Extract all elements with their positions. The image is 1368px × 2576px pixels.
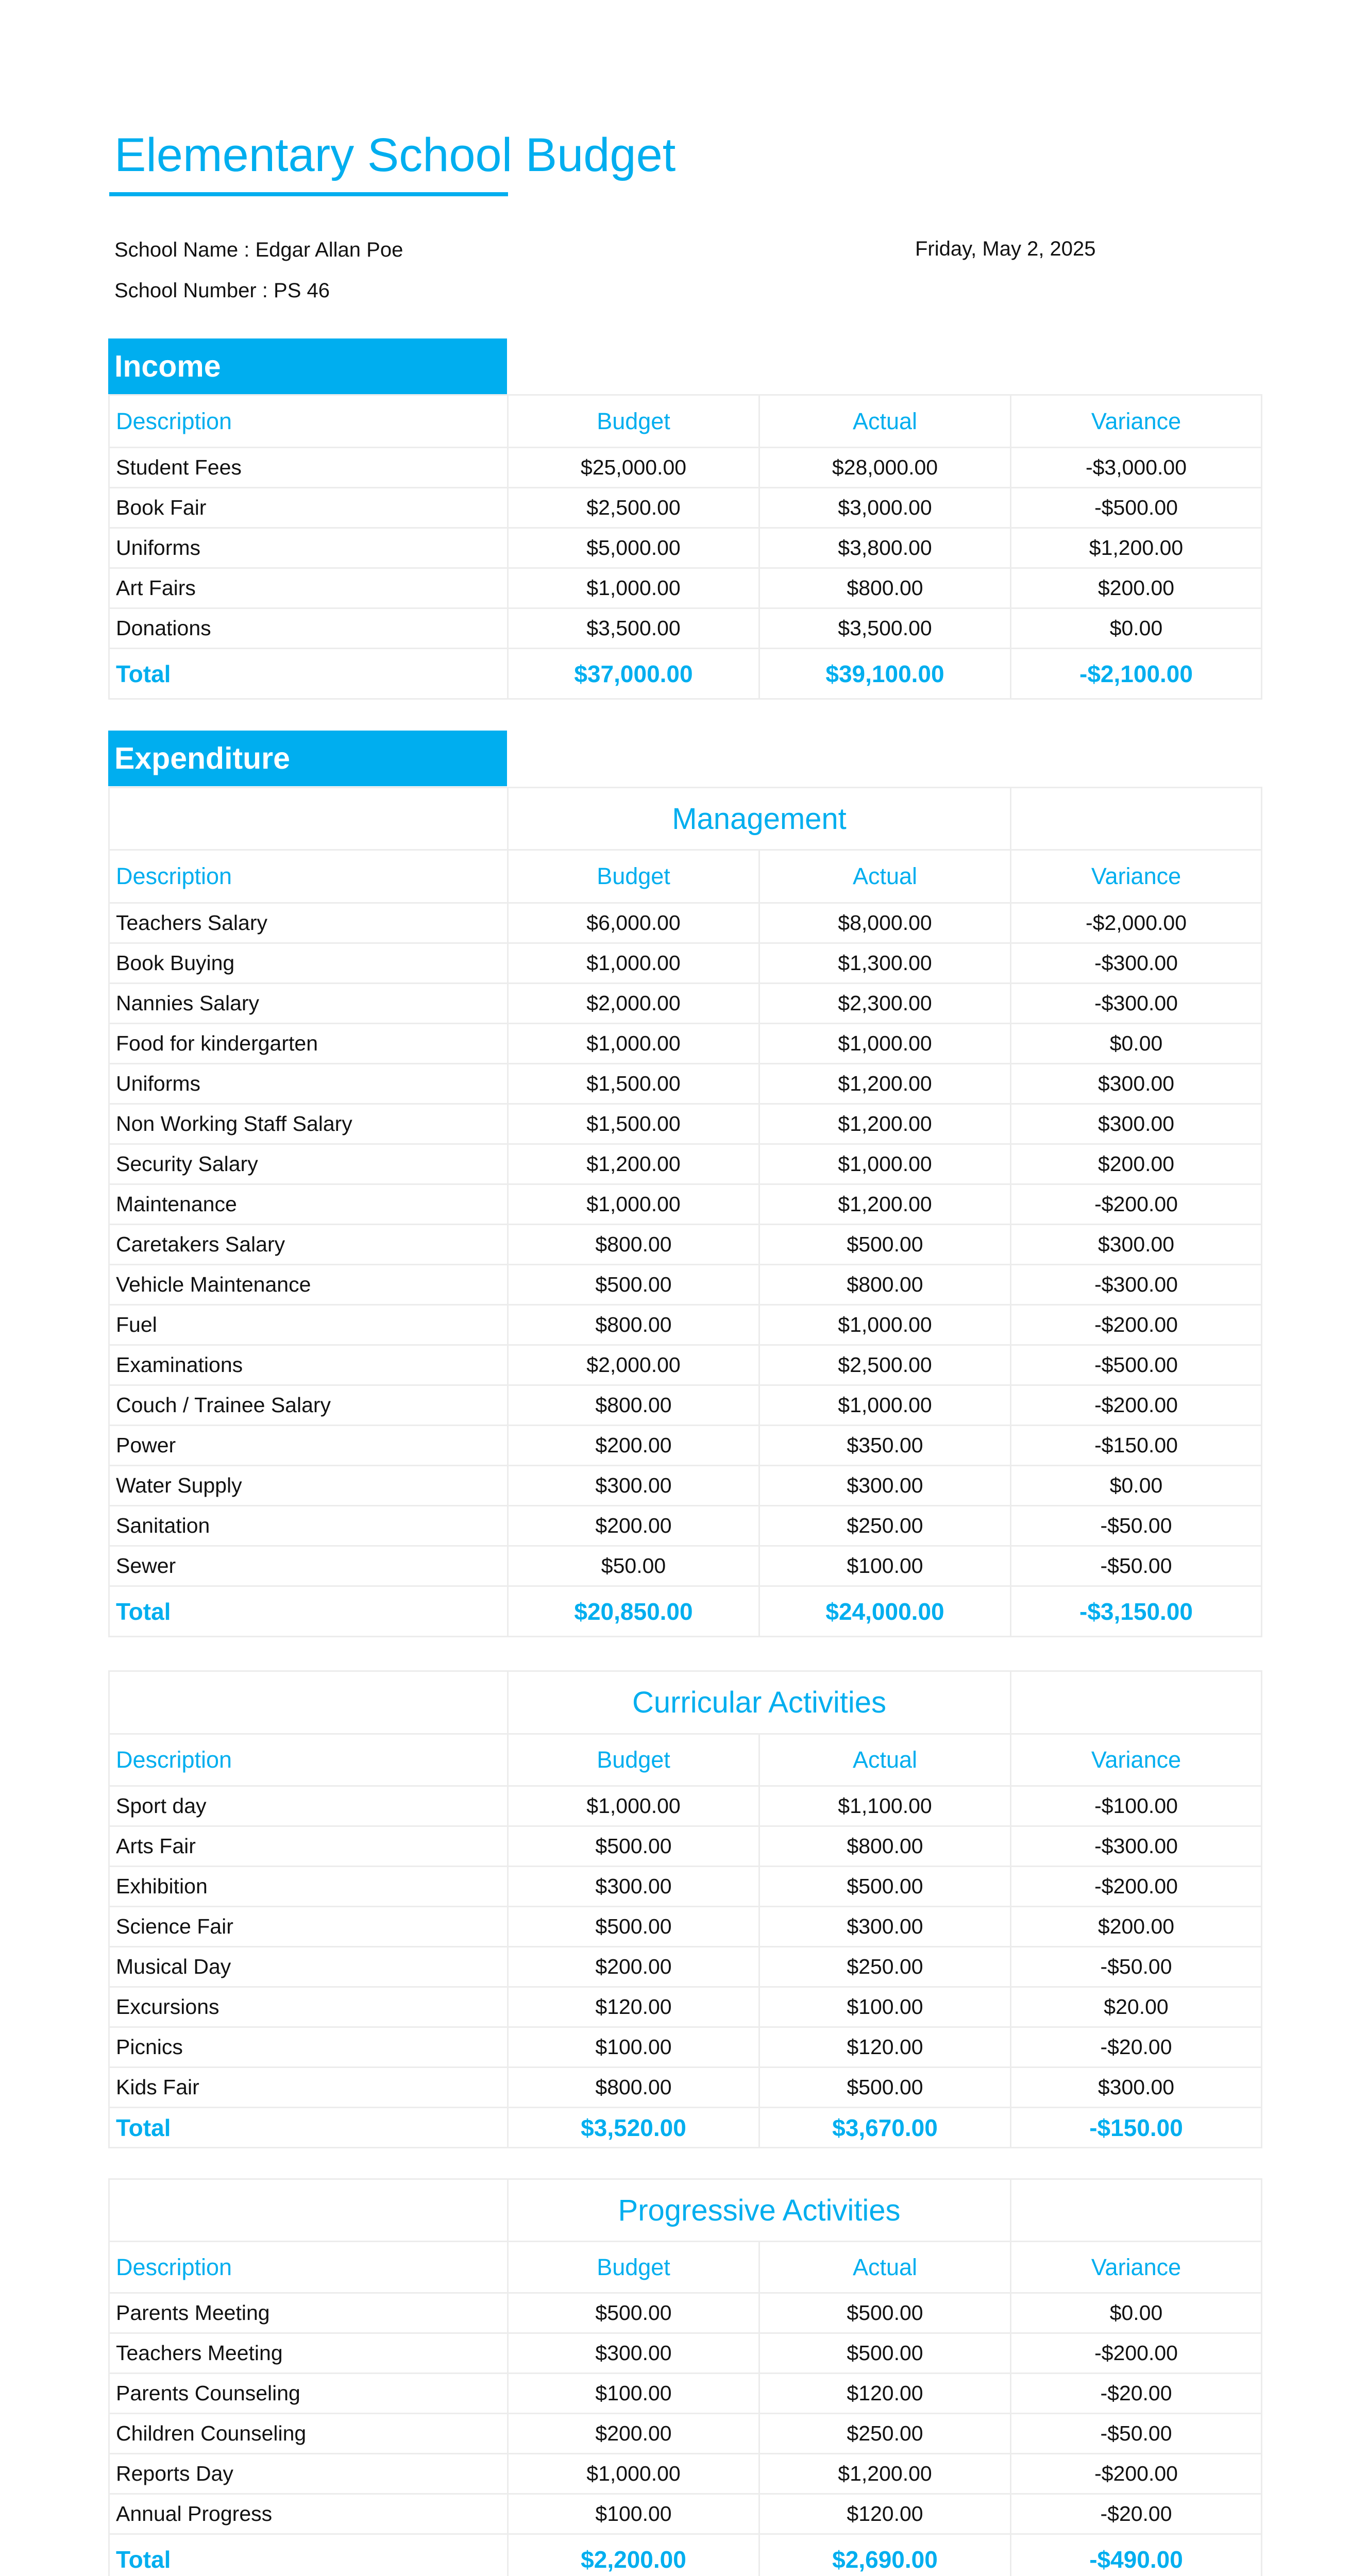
budget-cell: $37,000.00 (508, 649, 759, 699)
variance-cell: -$500.00 (1011, 488, 1262, 528)
budget-cell: $1,500.00 (508, 1064, 759, 1104)
variance-cell: $300.00 (1011, 1104, 1262, 1144)
table-row (109, 568, 1262, 608)
table-row (109, 2374, 1262, 2414)
variance-cell: Variance (1011, 850, 1262, 903)
description-cell: Nannies Salary (109, 984, 508, 1024)
curricular-table (108, 1670, 1262, 2148)
budget-cell: $1,000.00 (508, 2454, 759, 2494)
table-row (109, 1064, 1262, 1104)
description-cell: Water Supply (109, 1466, 508, 1506)
variance-cell: -$300.00 (1011, 1826, 1262, 1867)
section-heading: Progressive Activities (508, 2179, 1011, 2242)
table-row (109, 1144, 1262, 1184)
actual-cell: $1,200.00 (759, 1184, 1011, 1225)
budget-cell: $6,000.00 (508, 903, 759, 943)
variance-cell: $0.00 (1011, 608, 1262, 649)
variance-cell: -$3,150.00 (1011, 1586, 1262, 1637)
description-cell: Science Fair (109, 1907, 508, 1947)
table-row (109, 1305, 1262, 1345)
section-heading-row (109, 788, 1262, 850)
variance-cell: -$3,000.00 (1011, 448, 1262, 488)
blank-cell (1011, 788, 1262, 850)
description-cell: Non Working Staff Salary (109, 1104, 508, 1144)
section-heading: Management (508, 788, 1011, 850)
table-row (109, 984, 1262, 1024)
budget-cell: $1,200.00 (508, 1144, 759, 1184)
budget-cell: $800.00 (508, 1225, 759, 1265)
table-row (109, 2454, 1262, 2494)
variance-cell: $0.00 (1011, 1024, 1262, 1064)
budget-cell: $3,500.00 (508, 608, 759, 649)
actual-cell: $250.00 (759, 2414, 1011, 2454)
variance-cell: Variance (1011, 2242, 1262, 2293)
variance-cell: $0.00 (1011, 1466, 1262, 1506)
actual-cell: $1,200.00 (759, 2454, 1011, 2494)
report-date: Friday, May 2, 2025 (915, 238, 1096, 260)
budget-cell: $2,000.00 (508, 1345, 759, 1385)
total-row (109, 2534, 1262, 2576)
table-row (109, 1786, 1262, 1826)
budget-cell: $2,200.00 (508, 2534, 759, 2576)
actual-cell: $3,800.00 (759, 528, 1011, 568)
variance-cell: $200.00 (1011, 568, 1262, 608)
actual-cell: $250.00 (759, 1506, 1011, 1546)
actual-cell: $800.00 (759, 568, 1011, 608)
variance-cell: -$20.00 (1011, 2027, 1262, 2067)
description-cell: Annual Progress (109, 2494, 508, 2534)
description-cell: Sport day (109, 1786, 508, 1826)
actual-cell: $28,000.00 (759, 448, 1011, 488)
budget-cell: $500.00 (508, 1907, 759, 1947)
variance-cell: -$200.00 (1011, 1184, 1262, 1225)
blank-cell (109, 788, 508, 850)
description-cell: Description (109, 2242, 508, 2293)
description-cell: Art Fairs (109, 568, 508, 608)
variance-cell: -$300.00 (1011, 1265, 1262, 1305)
description-cell: Student Fees (109, 448, 508, 488)
description-cell: Book Fair (109, 488, 508, 528)
school-name: School Name : Edgar Allan Poe (114, 239, 403, 261)
actual-cell: $120.00 (759, 2374, 1011, 2414)
budget-cell: $100.00 (508, 2374, 759, 2414)
actual-cell: $8,000.00 (759, 903, 1011, 943)
variance-cell: -$300.00 (1011, 984, 1262, 1024)
actual-cell: $1,000.00 (759, 1305, 1011, 1345)
description-cell: Vehicle Maintenance (109, 1265, 508, 1305)
variance-cell: -$50.00 (1011, 1546, 1262, 1586)
variance-cell: -$200.00 (1011, 1385, 1262, 1426)
column-header-row (109, 395, 1262, 448)
table-row (109, 2067, 1262, 2108)
description-cell: Parents Counseling (109, 2374, 508, 2414)
school-number: School Number : PS 46 (114, 279, 330, 302)
variance-cell: Variance (1011, 395, 1262, 448)
column-header-row (109, 2242, 1262, 2293)
variance-cell: -$50.00 (1011, 2414, 1262, 2454)
management-table (108, 787, 1262, 1637)
description-cell: Uniforms (109, 528, 508, 568)
variance-cell: -$490.00 (1011, 2534, 1262, 2576)
actual-cell: $24,000.00 (759, 1586, 1011, 1637)
budget-cell: $300.00 (508, 1466, 759, 1506)
table-row (109, 1466, 1262, 1506)
description-cell: Description (109, 1734, 508, 1786)
actual-cell: $500.00 (759, 1225, 1011, 1265)
table-row (109, 448, 1262, 488)
table-row (109, 1104, 1262, 1144)
actual-cell: $3,670.00 (759, 2108, 1011, 2148)
variance-cell: $1,200.00 (1011, 528, 1262, 568)
actual-cell: $3,000.00 (759, 488, 1011, 528)
description-cell: Description (109, 395, 508, 448)
table-row (109, 2333, 1262, 2374)
description-cell: Total (109, 2108, 508, 2148)
description-cell: Total (109, 649, 508, 699)
variance-cell: -$200.00 (1011, 1305, 1262, 1345)
budget-cell: Budget (508, 1734, 759, 1786)
description-cell: Teachers Salary (109, 903, 508, 943)
actual-cell: $500.00 (759, 2067, 1011, 2108)
expenditure-banner: Expenditure (108, 731, 507, 786)
description-cell: Exhibition (109, 1867, 508, 1907)
blank-cell (109, 2179, 508, 2242)
actual-cell: $1,300.00 (759, 943, 1011, 984)
actual-cell: $800.00 (759, 1265, 1011, 1305)
description-cell: Donations (109, 608, 508, 649)
variance-cell: Variance (1011, 1734, 1262, 1786)
actual-cell: $2,690.00 (759, 2534, 1011, 2576)
section-heading: Curricular Activities (508, 1671, 1011, 1734)
table-row (109, 1546, 1262, 1586)
description-cell: Security Salary (109, 1144, 508, 1184)
page-title: Elementary School Budget (114, 129, 676, 181)
budget-cell: $2,500.00 (508, 488, 759, 528)
budget-cell: $1,000.00 (508, 1184, 759, 1225)
budget-cell: $1,000.00 (508, 1024, 759, 1064)
variance-cell: $20.00 (1011, 1987, 1262, 2027)
table-row (109, 1385, 1262, 1426)
variance-cell: -$200.00 (1011, 1867, 1262, 1907)
budget-cell: $200.00 (508, 1426, 759, 1466)
column-header-row (109, 850, 1262, 903)
budget-cell: $1,000.00 (508, 943, 759, 984)
description-cell: Examinations (109, 1345, 508, 1385)
actual-cell: $120.00 (759, 2494, 1011, 2534)
budget-cell: $1,000.00 (508, 1786, 759, 1826)
variance-cell: -$50.00 (1011, 1506, 1262, 1546)
table-row (109, 1947, 1262, 1987)
actual-cell: $1,000.00 (759, 1144, 1011, 1184)
description-cell: Excursions (109, 1987, 508, 2027)
variance-cell: $300.00 (1011, 1064, 1262, 1104)
variance-cell: -$100.00 (1011, 1786, 1262, 1826)
table-row (109, 2414, 1262, 2454)
table-row (109, 903, 1262, 943)
actual-cell: $1,000.00 (759, 1385, 1011, 1426)
variance-cell: $300.00 (1011, 2067, 1262, 2108)
actual-cell: $1,200.00 (759, 1064, 1011, 1104)
description-cell: Fuel (109, 1305, 508, 1345)
actual-cell: $250.00 (759, 1947, 1011, 1987)
budget-cell: $25,000.00 (508, 448, 759, 488)
description-cell: Maintenance (109, 1184, 508, 1225)
description-cell: Kids Fair (109, 2067, 508, 2108)
income-table (108, 394, 1262, 700)
actual-cell: $500.00 (759, 2333, 1011, 2374)
budget-cell: $300.00 (508, 1867, 759, 1907)
budget-cell: Budget (508, 395, 759, 448)
description-cell: Sewer (109, 1546, 508, 1586)
description-cell: Total (109, 2534, 508, 2576)
actual-cell: $100.00 (759, 1987, 1011, 2027)
table-row (109, 1867, 1262, 1907)
actual-cell: $300.00 (759, 1907, 1011, 1947)
description-cell: Children Counseling (109, 2414, 508, 2454)
column-header-row (109, 1734, 1262, 1786)
total-row (109, 649, 1262, 699)
actual-cell: $2,300.00 (759, 984, 1011, 1024)
budget-cell: $300.00 (508, 2333, 759, 2374)
table-row (109, 1345, 1262, 1385)
table-row (109, 1426, 1262, 1466)
budget-cell: $800.00 (508, 2067, 759, 2108)
section-heading-row (109, 2179, 1262, 2242)
variance-cell: -$150.00 (1011, 1426, 1262, 1466)
progressive-table (108, 2178, 1262, 2576)
title-underline (109, 192, 508, 196)
description-cell: Arts Fair (109, 1826, 508, 1867)
description-cell: Reports Day (109, 2454, 508, 2494)
variance-cell: -$200.00 (1011, 2454, 1262, 2494)
budget-cell: $800.00 (508, 1385, 759, 1426)
budget-cell: $2,000.00 (508, 984, 759, 1024)
budget-cell: $120.00 (508, 1987, 759, 2027)
table-row (109, 1506, 1262, 1546)
actual-cell: $2,500.00 (759, 1345, 1011, 1385)
description-cell: Picnics (109, 2027, 508, 2067)
actual-cell: $1,200.00 (759, 1104, 1011, 1144)
description-cell: Musical Day (109, 1947, 508, 1987)
variance-cell: -$150.00 (1011, 2108, 1262, 2148)
budget-cell: $100.00 (508, 2027, 759, 2067)
actual-cell: Actual (759, 395, 1011, 448)
actual-cell: $350.00 (759, 1426, 1011, 1466)
table-row (109, 1987, 1262, 2027)
variance-cell: -$500.00 (1011, 1345, 1262, 1385)
description-cell: Sanitation (109, 1506, 508, 1546)
description-cell: Book Buying (109, 943, 508, 984)
actual-cell: Actual (759, 1734, 1011, 1786)
description-cell: Teachers Meeting (109, 2333, 508, 2374)
budget-cell: $500.00 (508, 1265, 759, 1305)
blank-cell (1011, 1671, 1262, 1734)
table-row (109, 2494, 1262, 2534)
table-row (109, 1826, 1262, 1867)
table-row (109, 1024, 1262, 1064)
budget-cell: $5,000.00 (508, 528, 759, 568)
budget-cell: $200.00 (508, 1947, 759, 1987)
variance-cell: -$20.00 (1011, 2494, 1262, 2534)
table-row (109, 2027, 1262, 2067)
budget-cell: $50.00 (508, 1546, 759, 1586)
budget-cell: $1,500.00 (508, 1104, 759, 1144)
blank-cell (1011, 2179, 1262, 2242)
table-row (109, 1184, 1262, 1225)
variance-cell: $200.00 (1011, 1144, 1262, 1184)
description-cell: Food for kindergarten (109, 1024, 508, 1064)
actual-cell: $500.00 (759, 1867, 1011, 1907)
actual-cell: $300.00 (759, 1466, 1011, 1506)
actual-cell: $39,100.00 (759, 649, 1011, 699)
actual-cell: Actual (759, 850, 1011, 903)
table-row (109, 608, 1262, 649)
budget-cell: $3,520.00 (508, 2108, 759, 2148)
section-heading-row (109, 1671, 1262, 1734)
variance-cell: $300.00 (1011, 1225, 1262, 1265)
actual-cell: $120.00 (759, 2027, 1011, 2067)
table-row (109, 2293, 1262, 2333)
actual-cell: $500.00 (759, 2293, 1011, 2333)
description-cell: Total (109, 1586, 508, 1637)
budget-cell: $500.00 (508, 1826, 759, 1867)
income-banner: Income (108, 338, 507, 394)
table-row (109, 1225, 1262, 1265)
variance-cell: -$20.00 (1011, 2374, 1262, 2414)
variance-cell: -$2,000.00 (1011, 903, 1262, 943)
budget-cell: $20,850.00 (508, 1586, 759, 1637)
total-row (109, 1586, 1262, 1637)
table-row (109, 488, 1262, 528)
budget-cell: Budget (508, 850, 759, 903)
actual-cell: $1,100.00 (759, 1786, 1011, 1826)
description-cell: Couch / Trainee Salary (109, 1385, 508, 1426)
table-row (109, 943, 1262, 984)
budget-cell: $200.00 (508, 1506, 759, 1546)
budget-cell: $500.00 (508, 2293, 759, 2333)
total-row (109, 2108, 1262, 2148)
budget-cell: $800.00 (508, 1305, 759, 1345)
actual-cell: $800.00 (759, 1826, 1011, 1867)
variance-cell: -$50.00 (1011, 1947, 1262, 1987)
blank-cell (109, 1671, 508, 1734)
description-cell: Caretakers Salary (109, 1225, 508, 1265)
budget-cell: $100.00 (508, 2494, 759, 2534)
variance-cell: -$300.00 (1011, 943, 1262, 984)
budget-cell: Budget (508, 2242, 759, 2293)
budget-cell: $200.00 (508, 2414, 759, 2454)
table-row (109, 1265, 1262, 1305)
variance-cell: $0.00 (1011, 2293, 1262, 2333)
actual-cell: $1,000.00 (759, 1024, 1011, 1064)
variance-cell: -$200.00 (1011, 2333, 1262, 2374)
table-row (109, 1907, 1262, 1947)
description-cell: Power (109, 1426, 508, 1466)
table-row (109, 528, 1262, 568)
actual-cell: $100.00 (759, 1546, 1011, 1586)
variance-cell: $200.00 (1011, 1907, 1262, 1947)
description-cell: Description (109, 850, 508, 903)
actual-cell: $3,500.00 (759, 608, 1011, 649)
actual-cell: Actual (759, 2242, 1011, 2293)
description-cell: Uniforms (109, 1064, 508, 1104)
budget-cell: $1,000.00 (508, 568, 759, 608)
variance-cell: -$2,100.00 (1011, 649, 1262, 699)
description-cell: Parents Meeting (109, 2293, 508, 2333)
